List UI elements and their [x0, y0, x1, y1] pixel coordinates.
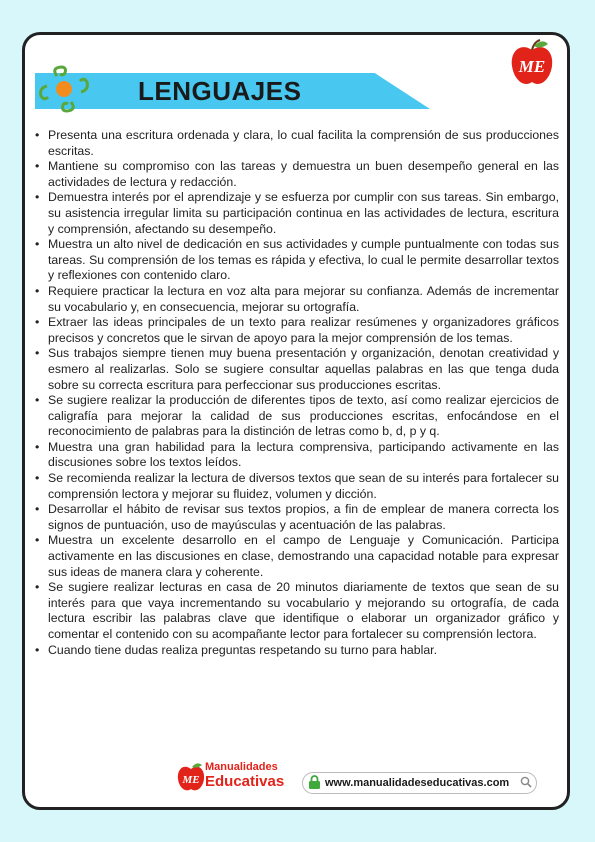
list-item: • Sus trabajos siempre tienen muy buena presentación y organización, denotan creatividad y esmero al realizarlas. Solo se sugiere consultar aquellas palabras en las que tenga duda sobre su correcta escritura para perfeccionar sus producciones escritas. [33, 346, 559, 393]
list-item: • Muestra una gran habilidad para la lectura comprensiva, participando activamente en las discusiones sobre los textos leídos. [33, 440, 559, 471]
list-item: • Muestra un excelente desarrollo en el campo de Lenguaje y Comunicación. Participa activamente en las discusiones en clase, demostrando una capacidad notable para expresar sus ideas de manera clara y coherente. [33, 533, 559, 580]
list-item: • Cuando tiene dudas realiza preguntas respetando su turno para hablar. [33, 643, 559, 659]
footer-apple-icon [176, 760, 206, 794]
list-item: • Se sugiere realizar lecturas en casa de 20 minutos diariamente de textos que sean de su interés para que vaya incrementando su vocabulario y mejorando su ortografía, de cada lectura escribir las palabras clave que identifique o elaborar un organizador gráfico y comentar el contenido con su acompañante lector para fortalecer su comprensión lectora. [33, 580, 559, 642]
lock-icon [308, 775, 321, 790]
apple-logo-text: ME [518, 57, 546, 76]
list-item: • Demuestra interés por el aprendizaje y se esfuerza por cumplir con sus tareas. Sin embargo, su asistencia irregular limita su participación continua en las actividades de lectura, escritura y comprensión, afectando su desempeño. [33, 190, 559, 237]
list-item: • Muestra un alto nivel de dedicación en sus actividades y cumple puntualmente con todas sus tareas. Su comprensión de los temas es rápida y efectiva, lo cual le permite desarrollar textos y reflexiones con contenido claro. [33, 237, 559, 284]
website-link[interactable]: www.manualidadeseducativas.com [325, 777, 510, 789]
apple-logo-icon [508, 38, 556, 88]
swirl-ornament-icon [37, 64, 97, 114]
search-icon [520, 776, 532, 788]
list-item: • Mantiene su compromiso con las tareas y demuestra un buen desempeño general en las actividades de lectura y redacción. [33, 159, 559, 190]
list-item: • Requiere practicar la lectura en voz alta para mejorar su confianza. Además de incrementar su vocabulario y, en consecuencia, mejorar su ortografía. [33, 284, 559, 315]
observations-list [33, 128, 559, 658]
footer-logo-text: ME [182, 774, 200, 786]
list-item: • Se sugiere realizar la producción de diferentes tipos de texto, así como realizar ejercicios de caligrafía para mejorar la calidad de sus producciones escritas, enfocándose en el reconocimiento de palabras para la distinción de letras como b, d, p y q. [33, 393, 559, 440]
footer-brand-line2: Educativas [205, 773, 285, 790]
list-item: • Presenta una escritura ordenada y clara, lo cual facilita la comprensión de sus producciones escritas. [33, 128, 559, 159]
page-title: LENGUAJES [138, 76, 302, 106]
list-item: • Desarrollar el hábito de revisar sus textos propios, a fin de emplear de manera correcta los signos de puntuación, uso de mayúsculas y acentuación de las palabras. [33, 502, 559, 533]
footer-brand-line1: Manualidades [205, 761, 278, 773]
list-item: • Se recomienda realizar la lectura de diversos textos que sean de su interés para fortalecer su comprensión lectora y mejorar su fluidez, volumen y dicción. [33, 471, 559, 502]
list-item: • Extraer las ideas principales de un texto para realizar resúmenes y organizadores gráficos precisos y concretos que le sirvan de apoyo para la mejor comprensión de los temas. [33, 315, 559, 346]
